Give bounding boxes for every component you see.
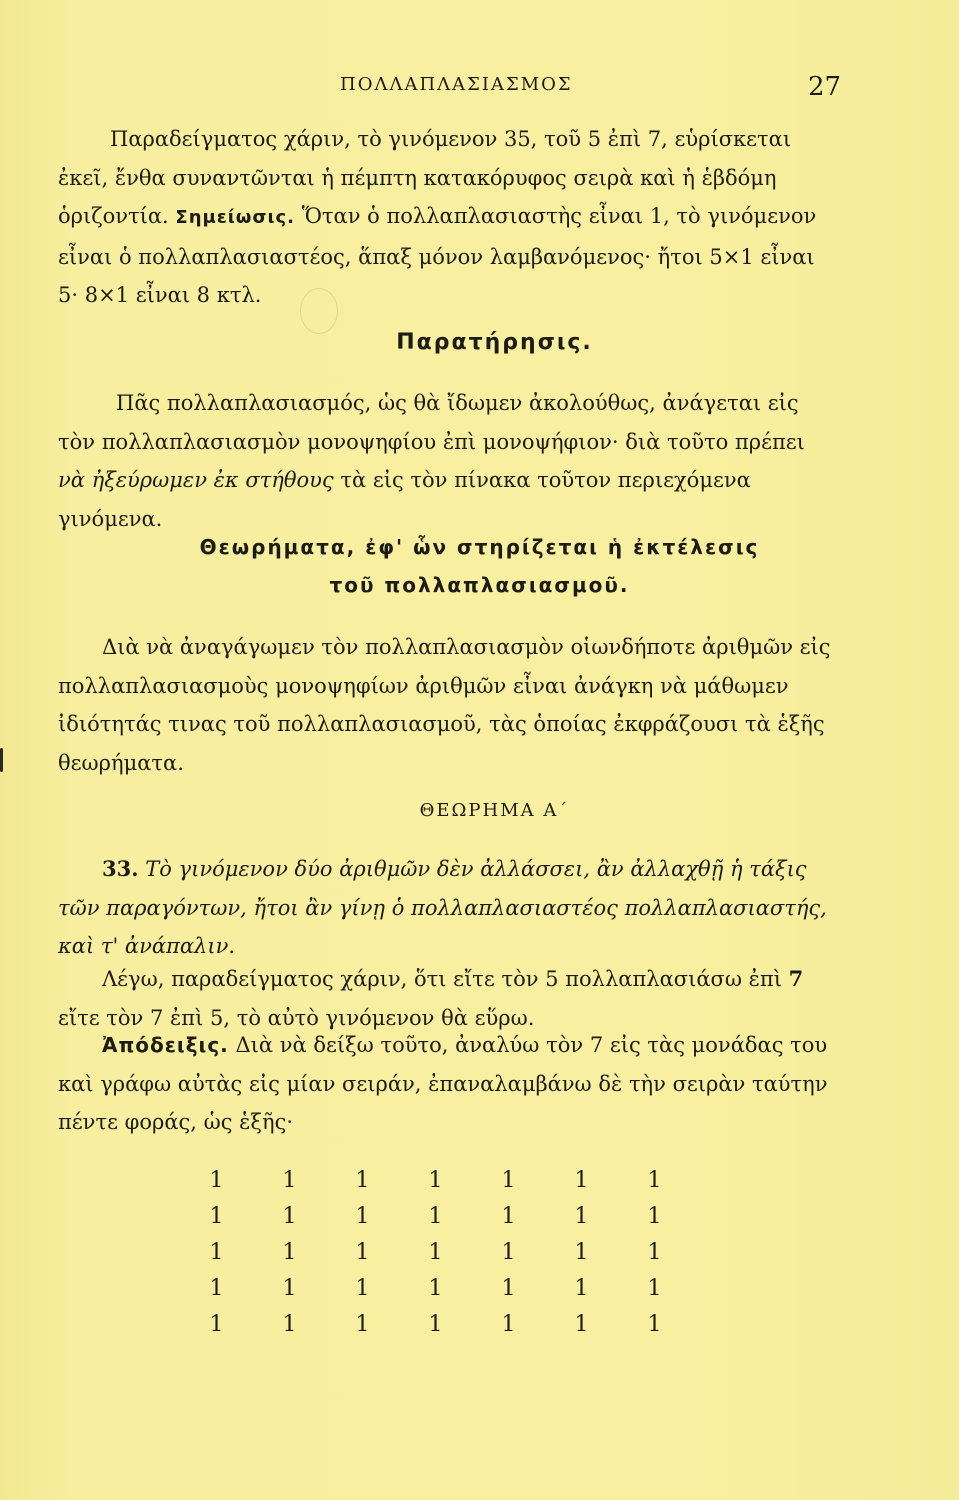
grid-cell: 1 <box>209 1312 224 1337</box>
grid-cell: 1 <box>282 1168 297 1193</box>
grid-cell: 1 <box>282 1312 297 1337</box>
proof-text: Διὰ νὰ δείξω τοῦτο, ἀναλύω τὸν 7 εἰς τὰς μονάδας του καὶ γράφω αὐτὰς εἰς μίαν σειράν, ἐπαναλαμβάνω δὲ τὴν σειρὰν ταύτην πέντε φοράς, ὡς ἑξῆς· <box>58 1033 828 1134</box>
grid-cell: 1 <box>501 1276 516 1301</box>
grid-cell: 1 <box>282 1240 297 1265</box>
theorem-a-label: ΘΕΩΡΗΜΑ Α΄ <box>419 800 570 821</box>
running-title: ΠΟΛΛΑΠΛΑΣΙΑΣΜΟΣ <box>340 74 573 95</box>
proof-label: Ἀπόδειξις. <box>102 1033 229 1057</box>
grid-cell: 1 <box>209 1168 224 1193</box>
observation-emphasis: νὰ ἠξεύρωμεν ἐκ στήθους <box>58 468 334 492</box>
example-text-a: Λέγω, παραδείγματος χάριν, ὅτι εἴτε τὸν 5 πολλαπλασιάσω ἐπὶ <box>102 967 782 991</box>
page-number: 27 <box>808 72 842 102</box>
grid-cell: 1 <box>574 1204 589 1229</box>
observation-paragraph <box>58 384 838 538</box>
grid-cell: 1 <box>647 1276 662 1301</box>
note-label: Σημείωσις. <box>175 207 295 228</box>
theorems-intro-paragraph: Διὰ νὰ ἀναγάγωμεν τὸν πολλαπλασιασμὸν οἱωνδήποτε ἀριθμῶν εἰς πολλαπλασιασμοὺς μονοψηφίων ἀριθμῶν εἶναι ἀνάγκη νὰ μάθωμεν ἰδιότητάς τινας τοῦ πολλαπλασιασμοῦ, τὰς ὁποίας ἐκφράζουσι τὰ ἑξῆς θεωρήματα. <box>58 635 831 775</box>
grid-row <box>180 1276 691 1312</box>
grid-cell: 1 <box>209 1204 224 1229</box>
grid-cell: 1 <box>501 1312 516 1337</box>
theorem-number: 33. <box>102 856 139 881</box>
grid-cell: 1 <box>209 1240 224 1265</box>
observation-text-b: τὰ εἰς τὸν πίνακα τοῦτον περιεχόμενα γινόμενα. <box>58 468 751 531</box>
grid-row <box>180 1240 691 1276</box>
grid-cell: 1 <box>501 1204 516 1229</box>
note-text: Ὅταν ὁ πολλαπλασιαστὴς εἶναι 1, τὸ γινόμενον εἶναι ὁ πολλαπλασιαστέος, ἅπαξ μόνον λαμβανόμενος· ἤτοι 5×1 εἶναι 5· 8×1 εἶναι 8 κτλ. <box>58 204 817 307</box>
example-text-b: εἴτε τὸν 7 ἐπὶ 5, τὸ αὐτὸ γινόμενον θὰ εὕρω. <box>58 1005 535 1030</box>
grid-cell: 1 <box>209 1276 224 1301</box>
theorems-heading-line2: τοῦ πολλαπλασιασμοῦ. <box>329 573 630 597</box>
grid-cell: 1 <box>355 1204 370 1229</box>
grid-cell: 1 <box>574 1312 589 1337</box>
grid-row <box>180 1312 691 1348</box>
grid-cell: 1 <box>428 1276 443 1301</box>
margin-mark <box>0 748 3 772</box>
grid-cell: 1 <box>282 1276 297 1301</box>
grid-cell: 1 <box>282 1204 297 1229</box>
grid-cell: 1 <box>355 1240 370 1265</box>
observation-text-a: Πᾶς πολλαπλασιασμός, ὡς θὰ ἴδωμεν ἀκολούθως, ἀνάγεται εἰς τὸν πολλαπλασιασμὸν μονοψηφίου ἐπὶ μονοψήφιον· διὰ τοῦτο πρέπει <box>58 391 805 454</box>
observation-heading: Παρατήρησις. <box>396 330 593 355</box>
grid-cell: 1 <box>355 1276 370 1301</box>
grid-cell: 1 <box>647 1204 662 1229</box>
grid-cell: 1 <box>647 1312 662 1337</box>
grid-cell: 1 <box>501 1240 516 1265</box>
theorem-a-statement <box>58 850 838 966</box>
theorems-heading-line1: Θεωρήματα, ἐφ' ὧν στηρίζεται ἡ ἐκτέλεσις <box>199 535 760 559</box>
grid-row <box>180 1168 691 1204</box>
grid-cell: 1 <box>574 1240 589 1265</box>
grid-cell: 1 <box>428 1168 443 1193</box>
grid-row <box>180 1204 691 1240</box>
theorems-heading <box>0 528 959 604</box>
grid-cell: 1 <box>574 1276 589 1301</box>
example-number: 7 <box>788 966 804 991</box>
grid-cell: 1 <box>428 1240 443 1265</box>
paragraph-example-note <box>58 120 838 315</box>
grid-cell: 1 <box>574 1168 589 1193</box>
theorem-statement-text: Τὸ γινόμενον δύο ἀριθμῶν δὲν ἀλλάσσει, ἂν ἀλλαχθῇ ἡ τάξις τῶν παραγόντων, ἤτοι ἂν γίνῃ ὁ πολλαπλασιαστέος πολλαπλασιαστής, καὶ τ' ἀνάπαλιν. <box>58 857 827 958</box>
grid-cell: 1 <box>355 1168 370 1193</box>
grid-cell: 1 <box>428 1312 443 1337</box>
ones-grid <box>180 1168 691 1348</box>
grid-cell: 1 <box>647 1168 662 1193</box>
example-text: Παραδείγματος χάριν, τὸ γινόμενον 35, τοῦ 5 ἐπὶ 7, εὑρίσκεται ἐκεῖ, ἔνθα συναντῶνται ἡ πέμπτη κατακόρυφος σειρὰ καὶ ἡ ἑβδόμη ὁριζοντία. <box>58 127 792 228</box>
grid-cell: 1 <box>428 1204 443 1229</box>
grid-cell: 1 <box>647 1240 662 1265</box>
theorem-a-proof <box>58 1026 838 1142</box>
grid-cell: 1 <box>501 1168 516 1193</box>
grid-cell: 1 <box>355 1312 370 1337</box>
